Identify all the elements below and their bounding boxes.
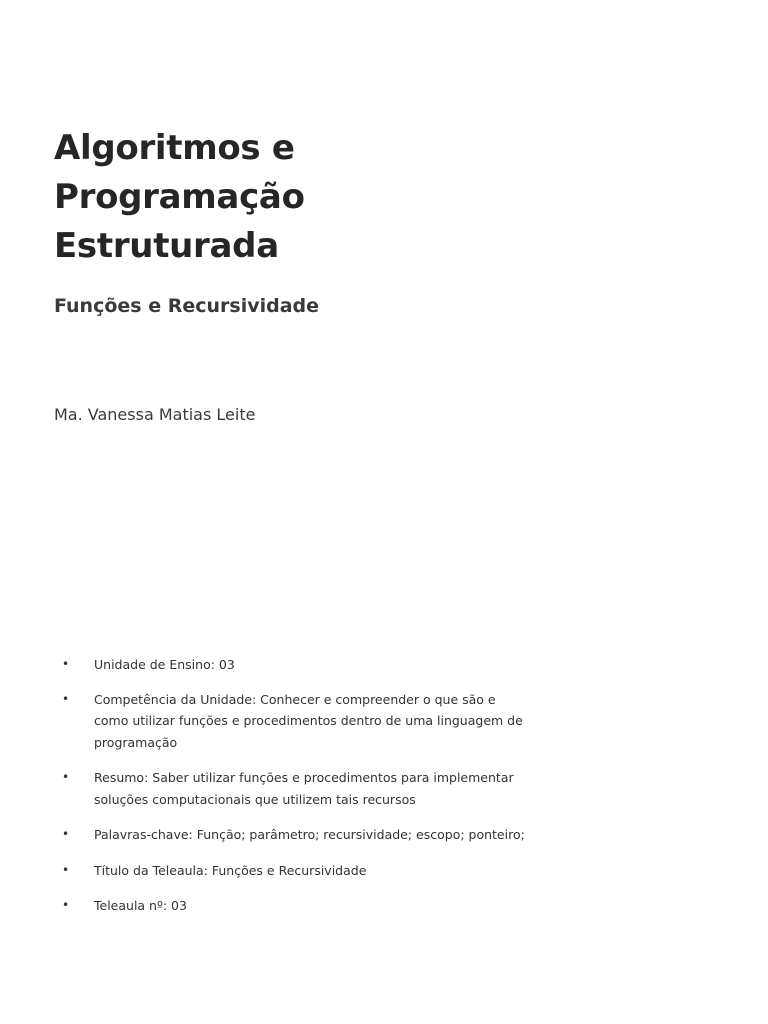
list-item — [62, 895, 532, 917]
title-line: Algoritmos e — [54, 128, 295, 168]
author-name: Ma. Vanessa Matias Leite — [54, 405, 256, 424]
list-item — [62, 767, 532, 810]
bullet-icon: • — [62, 657, 70, 671]
list-item — [62, 689, 532, 754]
course-info-list — [62, 654, 532, 917]
list-item — [62, 654, 532, 676]
document-subtitle: Funções e Recursividade — [54, 295, 320, 317]
document-title — [54, 124, 694, 271]
title-line: Estruturada — [54, 226, 279, 266]
info-item-text: Palavras-chave: Função; parâmetro; recursividade; escopo; ponteiro; — [94, 827, 525, 842]
title-line: Programação — [54, 177, 305, 217]
bullet-icon: • — [62, 770, 70, 784]
bullet-icon: • — [62, 827, 70, 841]
info-item-text: Título da Teleaula: Funções e Recursividade — [94, 862, 367, 878]
bullet-icon: • — [62, 862, 70, 877]
bullet-icon: • — [62, 898, 70, 912]
info-item-text: Resumo: Saber utilizar funções e procedimentos para implementar soluções computacionais que utilizem tais recursos — [94, 770, 514, 807]
info-item-text: Competência da Unidade: Conhecer e compreender o que são e como utilizar funções e procedimentos dentro de uma linguagem de programação — [94, 691, 523, 750]
bullet-icon: • — [62, 691, 70, 706]
info-item-text: Unidade de Ensino: 03 — [94, 657, 235, 672]
info-item-text: Teleaula nº: 03 — [94, 898, 187, 913]
list-item — [62, 824, 532, 846]
list-item — [62, 860, 532, 882]
